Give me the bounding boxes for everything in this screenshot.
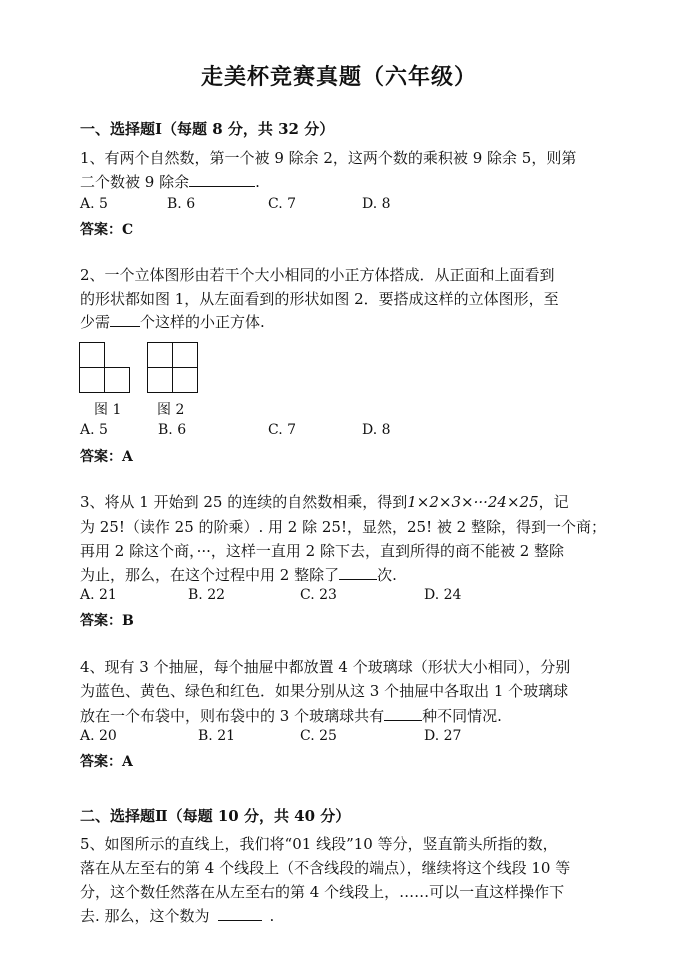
- q3-option-a: A. 21: [80, 587, 117, 603]
- q3-option-b: B. 22: [188, 587, 226, 603]
- q4-line-3: [80, 705, 502, 726]
- figure-1-cell: [79, 342, 105, 368]
- q1-line-1: 1、有两个自然数，第一个被 9 除余 2，这两个数的乘积被 9 除余 5，则第: [80, 149, 577, 167]
- q4-line-1: 4、现有 3 个抽屉，每个抽屉中都放置 4 个玻璃球（形状大小相同），分别: [80, 658, 571, 676]
- q2-answer: 答案：A: [80, 449, 133, 465]
- q4-answer: 答案：A: [80, 754, 133, 770]
- q3-line-4: [80, 564, 397, 585]
- q1-option-d: D. 8: [362, 196, 391, 212]
- q5-line-3: 分，这个数任然落在从左至右的第 4 个线段上，……可以一直这样操作下: [80, 883, 565, 901]
- figure-1-cell: [79, 367, 105, 393]
- q2-line-3: [80, 311, 265, 332]
- q3-line-4-end: 次.: [377, 566, 397, 584]
- q3-line-1: [80, 491, 569, 512]
- q4-option-c: C. 25: [300, 728, 337, 744]
- q2-answer-blank: [110, 312, 140, 327]
- q5-line-4: [80, 905, 274, 926]
- figure-2-cell: [147, 367, 173, 393]
- figure-2-cell: [172, 342, 198, 368]
- q4-answer-blank: [384, 706, 422, 721]
- q2-line-3-end: 个这样的小正方体.: [140, 313, 265, 331]
- q3-option-d: D. 24: [424, 587, 462, 603]
- q5-line-2: 落在从左至右的第 4 个线段上（不含线段的端点），继续将这个线段 10 等: [80, 859, 571, 877]
- section-2-heading: 二、选择题Ⅱ（每题 10 分，共 40 分）: [80, 807, 351, 825]
- q4-option-d: D. 27: [424, 728, 462, 744]
- q1-line-2-end: .: [255, 173, 260, 191]
- section-1-heading: 一、选择题Ⅰ（每题 8 分，共 32 分）: [80, 120, 335, 138]
- q4-option-a: A. 20: [80, 728, 117, 744]
- figure-2-cell: [172, 367, 198, 393]
- q1-answer-blank: [189, 172, 255, 187]
- q5-line-4-end: .: [269, 907, 275, 925]
- q3-option-c: C. 23: [300, 587, 337, 603]
- q1-option-b: B. 6: [167, 196, 196, 212]
- q2-option-b: B. 6: [158, 422, 187, 438]
- q3-line-4-text: 为止，那么，在这个过程中用 2 整除了: [80, 566, 340, 584]
- q2-line-1: 2、一个立体图形由若干个大小相同的小正方体搭成．从正面和上面看到: [80, 266, 555, 284]
- q3-line-1-text: 3、将从 1 开始到 25 的连续的自然数相乘，得到: [80, 493, 408, 511]
- figure-2-caption: 图 2: [157, 402, 185, 418]
- q1-option-c: C. 7: [268, 196, 297, 212]
- q3-line-2: 为 25!（读作 25 的阶乘）. 用 2 除 25!，显然，25! 被 2 整除，得到一个商；: [80, 518, 606, 536]
- q3-factorial-expression: 1×2×3×···24×25: [407, 493, 539, 511]
- q1-line-2: [80, 171, 260, 192]
- q2-option-a: A. 5: [80, 422, 108, 438]
- q4-line-3-end: 种不同情况.: [422, 707, 502, 725]
- q4-option-b: B. 21: [198, 728, 236, 744]
- q2-line-2: 的形状都如图 1，从左面看到的形状如图 2．要搭成这样的立体图形，至: [80, 290, 559, 308]
- q4-line-2: 为蓝色、黄色、绿色和红色．如果分别从这 3 个抽屉中各取出 1 个玻璃球: [80, 682, 569, 700]
- figure-1-caption: 图 1: [94, 402, 122, 418]
- q3-answer: 答案：B: [80, 613, 134, 629]
- q5-line-4-text: 去. 那么，这个数为: [80, 907, 210, 925]
- q1-line-2-text: 二个数被 9 除余: [80, 173, 190, 191]
- q5-answer-blank: [218, 906, 262, 921]
- q5-line-1: 5、如图所示的直线上，我们将“01 线段”10 等分，竖直箭头所指的数，: [80, 835, 558, 853]
- page-title: 走美杯竞赛真题（六年级）: [200, 64, 477, 90]
- q3-answer-blank: [339, 565, 377, 580]
- q4-line-3-text: 放在一个布袋中，则布袋中的 3 个玻璃球共有: [80, 707, 385, 725]
- q2-option-d: D. 8: [362, 422, 391, 438]
- q3-line-3: 再用 2 除这个商，···，这样一直用 2 除下去，直到所得的商不能被 2 整除: [80, 542, 565, 560]
- q2-option-c: C. 7: [268, 422, 297, 438]
- figure-1-cell: [104, 367, 130, 393]
- q1-option-a: A. 5: [80, 196, 108, 212]
- q3-line-1-end: ，记: [538, 493, 569, 511]
- q2-line-3-text: 少需: [80, 313, 111, 331]
- figure-2-cell: [147, 342, 173, 368]
- q1-answer: 答案：C: [80, 222, 134, 238]
